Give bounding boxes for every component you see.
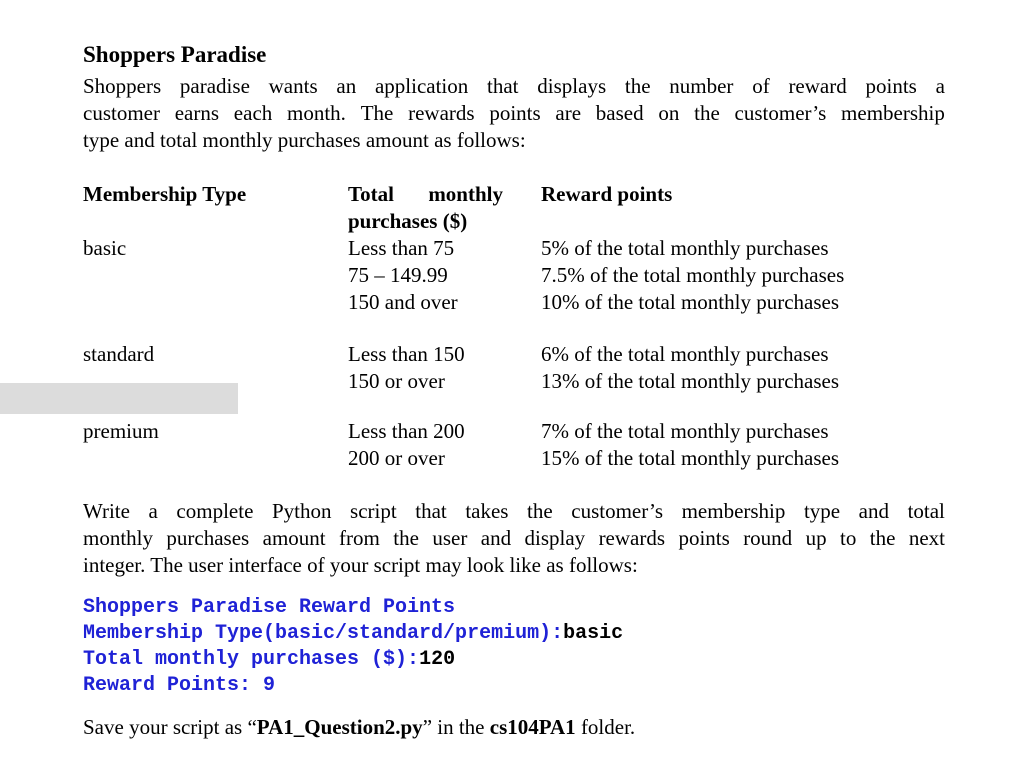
task-word: round	[743, 526, 793, 550]
intro-line-1	[83, 73, 945, 100]
task-word: from	[339, 526, 380, 550]
console-line-total	[83, 648, 455, 671]
intro-word: the	[624, 74, 651, 98]
console-membership-input: basic	[563, 622, 624, 645]
intro-line-3: type and total monthly purchases amount as follows:	[83, 128, 526, 152]
task-word: membership	[681, 499, 786, 523]
task-word: monthly	[83, 526, 154, 550]
gray-highlight-bar	[0, 383, 238, 414]
task-word: to	[840, 526, 857, 550]
intro-line-2	[83, 100, 945, 127]
header-membership-type: Membership Type	[83, 182, 247, 206]
intro-word: The	[360, 101, 394, 125]
row-premium-range-2: 200 or over	[348, 446, 445, 470]
task-word: user	[432, 526, 468, 550]
console-total-input: 120	[419, 648, 456, 671]
row-basic-points-2: 7.5% of the total monthly purchases	[541, 263, 845, 287]
task-word: purchases	[166, 526, 250, 550]
row-basic-range-2: 75 – 149.99	[348, 263, 448, 287]
page-title: Shoppers Paradise	[83, 42, 267, 67]
intro-word: paradise	[179, 74, 250, 98]
task-word: display	[524, 526, 586, 550]
intro-word: of	[752, 74, 770, 98]
console-line-title: Shoppers Paradise Reward Points	[83, 596, 456, 619]
intro-word: wants	[268, 74, 318, 98]
save-folder: cs104PA1	[489, 715, 576, 739]
task-line-2	[83, 525, 945, 552]
row-premium-type: premium	[83, 419, 159, 443]
task-word: up	[805, 526, 827, 550]
row-basic-type: basic	[83, 236, 127, 260]
intro-word: based	[595, 101, 644, 125]
row-premium-range-1: Less than 200	[348, 419, 465, 443]
intro-paragraph	[83, 73, 945, 154]
intro-word: month.	[287, 101, 346, 125]
intro-word: points	[865, 74, 917, 98]
row-standard-points-2: 13% of the total monthly purchases	[541, 369, 840, 393]
intro-word: the	[694, 101, 720, 125]
intro-word: that	[487, 74, 519, 98]
task-word: and	[858, 499, 889, 523]
intro-word: each	[233, 101, 273, 125]
save-text-before: Save your script as “	[83, 715, 257, 739]
task-word: complete	[176, 499, 254, 523]
row-standard-range-2: 150 or over	[348, 369, 445, 393]
intro-word: an	[336, 74, 357, 98]
row-basic-points-1: 5% of the total monthly purchases	[541, 236, 829, 260]
console-line-reward: Reward Points: 9	[83, 674, 276, 697]
save-instruction	[83, 714, 635, 741]
row-standard-range-1: Less than 150	[348, 342, 465, 366]
intro-word: application	[374, 74, 469, 98]
task-word: amount	[262, 526, 326, 550]
task-line-1	[83, 498, 945, 525]
header-total-word: Total	[348, 182, 394, 206]
task-word: that	[415, 499, 447, 523]
intro-word: number	[669, 74, 734, 98]
row-basic-range-3: 150 and over	[348, 290, 458, 314]
console-line-membership	[83, 622, 623, 645]
task-word: rewards	[598, 526, 666, 550]
intro-word: membership	[841, 101, 945, 125]
task-word: customer’s	[571, 499, 664, 523]
save-filename: PA1_Question2.py	[256, 715, 423, 739]
intro-word: displays	[537, 74, 607, 98]
task-word: a	[148, 499, 158, 523]
save-text-middle: ” in the	[422, 715, 490, 739]
intro-word: reward	[788, 74, 847, 98]
header-monthly-word: monthly	[428, 182, 503, 206]
intro-word: are	[555, 101, 582, 125]
header-reward-points: Reward points	[541, 182, 673, 206]
task-line-3: integer. The user interface of your script may look like as follows:	[83, 553, 638, 577]
row-basic-range-1: Less than 75	[348, 236, 455, 260]
save-text-after: folder.	[575, 715, 636, 739]
intro-word: earns	[174, 101, 220, 125]
task-word: total	[907, 499, 945, 523]
task-word: points	[678, 526, 730, 550]
task-word: and	[480, 526, 512, 550]
row-premium-points-1: 7% of the total monthly purchases	[541, 419, 829, 443]
header-total-line1	[348, 182, 503, 207]
header-total-line2: purchases ($)	[348, 209, 468, 233]
intro-word: customer’s	[734, 101, 827, 125]
task-word: the	[527, 499, 553, 523]
task-word: Python	[271, 499, 332, 523]
intro-word: Shoppers	[83, 74, 162, 98]
row-premium-points-2: 15% of the total monthly purchases	[541, 446, 840, 470]
console-membership-prompt: Membership Type(basic/standard/premium):	[83, 622, 564, 645]
task-word: next	[908, 526, 945, 550]
row-basic-points-3: 10% of the total monthly purchases	[541, 290, 840, 314]
intro-word: rewards	[408, 101, 475, 125]
task-word: Write	[83, 499, 130, 523]
intro-word: points	[489, 101, 541, 125]
intro-word: on	[658, 101, 680, 125]
intro-word: a	[935, 74, 945, 98]
console-total-prompt: Total monthly purchases ($):	[83, 648, 420, 671]
row-standard-points-1: 6% of the total monthly purchases	[541, 342, 829, 366]
task-word: script	[350, 499, 397, 523]
task-word: takes	[465, 499, 509, 523]
task-paragraph	[83, 498, 945, 579]
row-standard-type: standard	[83, 342, 155, 366]
intro-word: customer	[83, 101, 160, 125]
task-word: type	[803, 499, 841, 523]
task-word: the	[869, 526, 896, 550]
task-word: the	[393, 526, 419, 550]
